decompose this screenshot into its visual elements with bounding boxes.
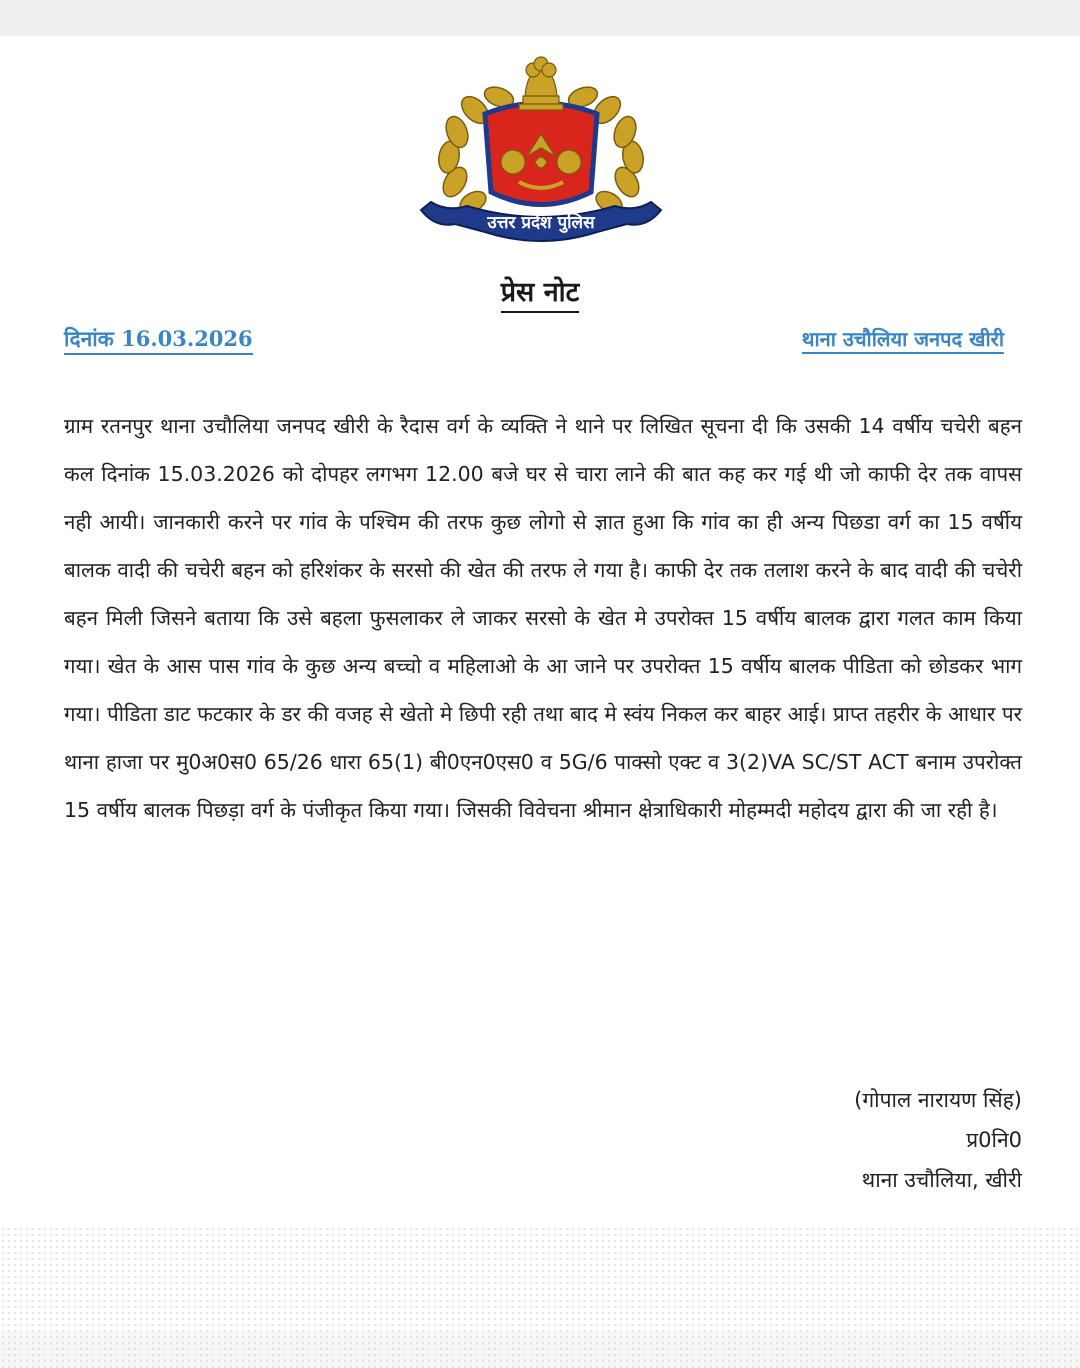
emblem-ribbon-text: उत्तर प्रदेश पुलिस xyxy=(487,213,595,233)
station-label: थाना उचौलिया जनपद खीरी xyxy=(802,325,1004,354)
signatory-designation: प्र0नि0 xyxy=(966,1128,1022,1152)
press-note-body: ग्राम रतनपुर थाना उचौलिया जनपद खीरी के रैदास वर्ग के व्यक्ति ने थाने पर लिखित सूचना दी कि उसकी 14 वर्षीय चचेरी बहन कल दिनांक 15.03.2026 को दोपहर लगभग 12.00 बजे घर से चारा लाने की बात कह कर गई थी जो काफी देर तक वापस नही आयी। जानकारी करने पर गांव के पश्चिम की तरफ कुछ लोगो से ज्ञात हुआ कि गांव का ही अन्य पिछडा वर्ग का 15 वर्षीय बालक वादी की चचेरी बहन को हरिशंकर के सरसो की खेत की तरफ ले गया है। काफी देर तक तलाश करने के बाद वादी की चचेरी बहन मिली जिसने बताया कि उसे बहला फुसलाकर ले जाकर सरसो के खेत मे उपरोक्त 15 वर्षीय बालक द्वारा गलत काम किया गया। खेत के आस पास गांव के कुछ अन्य बच्चो व महिलाओ के आ जाने पर उपरोक्त 15 वर्षीय बालक पीडिता को छोडकर भाग गया। पीडिता डाट फटकार के डर की वजह से खेतो मे छिपी रही तथा बाद मे स्वंय निकल कर बाहर आई। प्राप्त तहरीर के आधार पर थाना हाजा पर मु0अ0स0 65/26 धारा 65(1) बी0एन0एस0 व 5G/6 पाक्सो एक्ट व 3(2)VA SC/ST ACT बनाम उपरोक्त 15 वर्षीय बालक पिछड़ा वर्ग के पंजीकृत किया गया। जिसकी विवेचना श्रीमान क्षेत्राधिकारी मोहम्मदी महोदय द्वारा की जा रही है। xyxy=(64,414,1022,822)
page-title: प्रेस नोट xyxy=(501,272,580,313)
date-label: दिनांक 16.03.2026 xyxy=(64,325,253,355)
background-dot-pattern xyxy=(0,1226,1080,1368)
signatory-station: थाना उचौलिया, खीरी xyxy=(861,1168,1022,1192)
signatory-name: (गोपाल नारायण सिंह) xyxy=(854,1088,1022,1112)
top-strip xyxy=(0,0,1080,36)
signature-block xyxy=(854,1080,1022,1200)
press-note-heading-wrap xyxy=(0,272,1080,313)
up-police-emblem xyxy=(415,52,667,252)
